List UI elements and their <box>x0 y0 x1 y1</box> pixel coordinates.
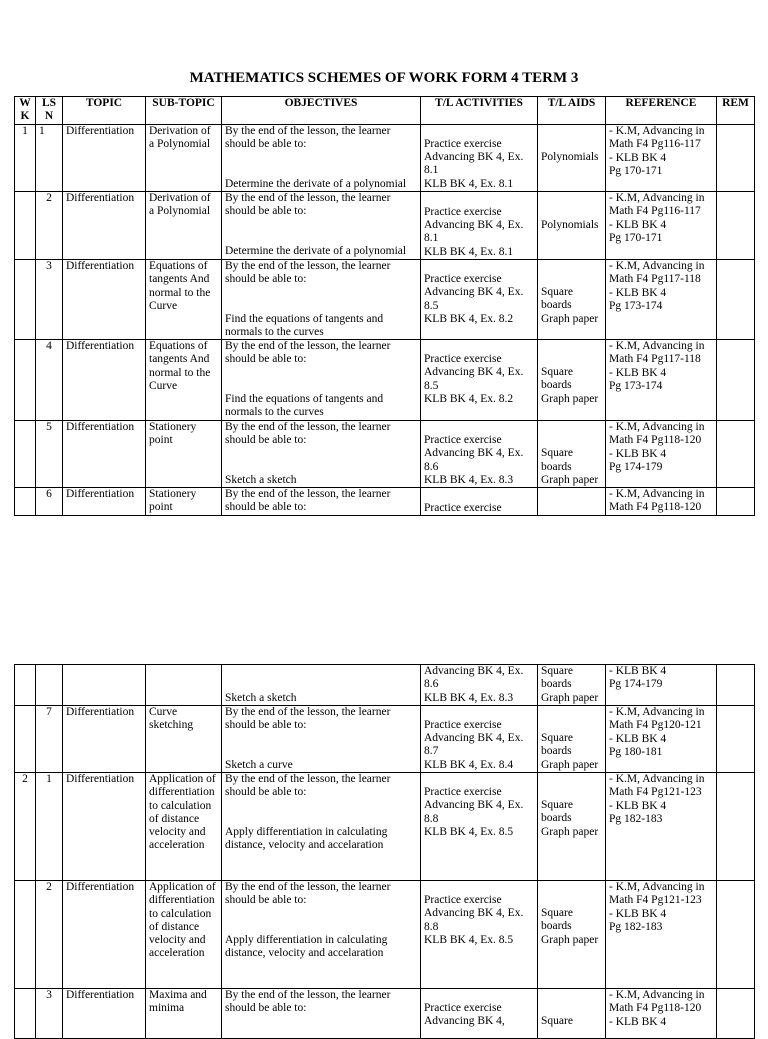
activity-line: KLB BK 4, Ex. 8.4 <box>424 758 514 771</box>
objective-intro: By the end of the lesson, the learner should be able to: <box>225 192 391 218</box>
aid-line: Square boards <box>541 799 573 825</box>
activity-line: Practice exercise <box>424 1002 502 1014</box>
objective-intro: By the end of the lesson, the learner should be able to: <box>225 260 391 286</box>
remarks-cell <box>717 125 755 192</box>
activities-cell <box>421 192 538 260</box>
objective-detail: Sketch a sketch <box>225 691 297 704</box>
aid-line: Graph paper <box>541 691 599 704</box>
table-header-row <box>15 97 755 125</box>
subtopic-cell: Equations of tangents And normal to the Curve <box>146 260 222 340</box>
aid-line: Square boards <box>541 665 573 691</box>
objective-detail: Apply differentiation in calculating distance, velocity and accelaration <box>225 825 388 851</box>
aids-cell <box>538 665 606 706</box>
table-row <box>15 192 755 260</box>
reference-cell <box>606 192 717 260</box>
objective-detail: Find the equations of tangents and normals to the curves <box>225 392 384 419</box>
remarks-cell <box>717 340 755 421</box>
lesson-cell: 3 <box>36 260 63 340</box>
objectives-cell <box>222 989 421 1039</box>
aids-cell <box>538 260 606 340</box>
activity-line: Practice exercise <box>424 273 502 285</box>
col-header-remarks: REM <box>717 97 755 125</box>
col-header-subtopic: SUB-TOPIC <box>146 97 222 125</box>
activity-line: KLB BK 4, Ex. 8.3 <box>424 473 514 486</box>
activity-line: Advancing BK 4, Ex. 8.7 <box>424 732 524 758</box>
lesson-cell: 7 <box>36 706 63 773</box>
reference-line: - KLB BK 4 <box>609 151 667 164</box>
table-row <box>15 488 755 516</box>
reference-cell <box>606 260 717 340</box>
reference-cell <box>606 340 717 421</box>
reference-cell <box>606 421 717 488</box>
remarks-cell <box>717 421 755 488</box>
activity-line: Practice exercise <box>424 894 502 906</box>
lesson-cell: 1 <box>36 125 63 192</box>
topic-cell: Differentiation <box>63 125 146 192</box>
subtopic-cell: Derivation of a Polynomial <box>146 192 222 260</box>
aid-line: Polynomials <box>541 151 599 164</box>
week-cell <box>15 340 36 421</box>
aids-cell <box>538 989 606 1039</box>
table-row <box>15 773 755 881</box>
activity-line: Practice exercise <box>424 501 502 514</box>
table-row <box>15 340 755 421</box>
activity-line: Advancing BK 4, Ex. 8.5 <box>424 366 524 392</box>
col-header-lesson: LS N <box>36 97 63 125</box>
activities-cell <box>421 488 538 516</box>
activities-cell <box>421 260 538 340</box>
reference-line: - KLB BK 4 <box>609 907 667 920</box>
remarks-cell <box>717 773 755 881</box>
week-cell <box>15 488 36 516</box>
table-row <box>15 125 755 192</box>
reference-line: - KLB BK 4 <box>609 286 667 299</box>
topic-cell: Differentiation <box>63 421 146 488</box>
week-cell <box>15 989 36 1039</box>
reference-line: Pg 170-171 <box>609 231 663 244</box>
col-header-aids: T/L AIDS <box>538 97 606 125</box>
activity-line: Advancing BK 4, Ex. 8.8 <box>424 799 524 825</box>
reference-line: - K.M, Advancing in Math F4 Pg118-120 <box>609 421 705 447</box>
reference-line: - K.M, Advancing in Math F4 Pg116-117 <box>609 125 705 151</box>
remarks-cell <box>717 260 755 340</box>
objectives-cell <box>222 706 421 773</box>
topic-cell: Differentiation <box>63 192 146 260</box>
table-row <box>15 421 755 488</box>
lesson-cell: 6 <box>36 488 63 516</box>
activity-line: Practice exercise <box>424 786 502 798</box>
reference-line: Pg 173-174 <box>609 380 663 393</box>
activities-cell <box>421 706 538 773</box>
aid-line: Graph paper <box>541 758 599 771</box>
week-cell <box>15 665 36 706</box>
activity-line: Advancing BK 4, Ex. 8.8 <box>424 907 524 933</box>
subtopic-cell: Stationery point <box>146 488 222 516</box>
reference-line: - K.M, Advancing in Math F4 Pg117-118 <box>609 340 705 366</box>
aid-line: Square boards <box>541 732 573 758</box>
lesson-cell <box>36 665 63 706</box>
reference-line: - K.M, Advancing in Math F4 Pg116-117 <box>609 192 705 218</box>
activities-cell <box>421 340 538 421</box>
topic-cell: Differentiation <box>63 706 146 773</box>
aid-line: Graph paper <box>541 312 599 325</box>
aids-cell <box>538 421 606 488</box>
objective-intro: By the end of the lesson, the learner should be able to: <box>225 773 391 799</box>
objective-intro: By the end of the lesson, the learner should be able to: <box>225 421 391 447</box>
objectives-cell <box>222 773 421 881</box>
objective-detail: Find the equations of tangents and normals to the curves <box>225 312 384 338</box>
remarks-cell <box>717 192 755 260</box>
objective-detail: Sketch a curve <box>225 758 293 771</box>
objective-detail: Sketch a sketch <box>225 473 297 486</box>
aids-cell <box>538 488 606 516</box>
activity-line: Practice exercise <box>424 353 502 366</box>
lesson-cell: 5 <box>36 421 63 488</box>
reference-line: Pg 174-179 <box>609 461 663 474</box>
reference-line: - K.M, Advancing in Math F4 Pg121-123 <box>609 773 705 799</box>
objective-intro: By the end of the lesson, the learner should be able to: <box>225 125 391 151</box>
objective-detail: Apply differentiation in calculating distance, velocity and accelaration <box>225 933 388 959</box>
subtopic-cell: Maxima and minima <box>146 989 222 1039</box>
activity-line: KLB BK 4, Ex. 8.5 <box>424 825 514 838</box>
reference-line: - KLB BK 4 <box>609 366 667 379</box>
lesson-cell: 2 <box>36 192 63 260</box>
remarks-cell <box>717 488 755 516</box>
week-cell <box>15 706 36 773</box>
objectives-cell <box>222 260 421 340</box>
col-header-objectives: OBJECTIVES <box>222 97 421 125</box>
reference-cell <box>606 665 717 706</box>
objective-intro: By the end of the lesson, the learner should be able to: <box>225 989 391 1015</box>
aids-cell <box>538 340 606 421</box>
objectives-cell <box>222 488 421 516</box>
reference-line: Pg 182-183 <box>609 812 663 825</box>
reference-line: Pg 173-174 <box>609 299 663 312</box>
activities-cell <box>421 421 538 488</box>
activity-line: KLB BK 4, Ex. 8.2 <box>424 393 514 406</box>
subtopic-cell: Equations of tangents And normal to the Curve <box>146 340 222 421</box>
reference-cell <box>606 706 717 773</box>
activity-line: Advancing BK 4, Ex. 8.1 <box>424 151 524 177</box>
lesson-cell: 2 <box>36 881 63 989</box>
reference-cell <box>606 989 717 1039</box>
table-row <box>15 260 755 340</box>
aid-line: Graph paper <box>541 825 599 838</box>
activities-cell <box>421 881 538 989</box>
table-row-continuation <box>15 665 755 706</box>
reference-line: - K.M, Advancing in Math F4 Pg118-120 <box>609 488 705 514</box>
subtopic-cell: Derivation of a Polynomial <box>146 125 222 192</box>
activity-line: Practice exercise <box>424 137 502 150</box>
table-row <box>15 989 755 1039</box>
activity-line: Advancing BK 4, Ex. 8.1 <box>424 219 524 245</box>
week-cell: 2 <box>15 773 36 881</box>
aids-cell <box>538 773 606 881</box>
aid-line: Graph paper <box>541 473 599 486</box>
col-header-topic: TOPIC <box>63 97 146 125</box>
objective-detail: Determine the derivate of a polynomial <box>225 244 407 257</box>
week-cell <box>15 421 36 488</box>
aids-cell <box>538 125 606 192</box>
subtopic-cell: Application of differentiation to calculation of distance velocity and acceleration <box>146 881 222 989</box>
subtopic-cell: Curve sketching <box>146 706 222 773</box>
activity-line: Practice exercise <box>424 205 502 218</box>
reference-line: - KLB BK 4 <box>609 1015 667 1028</box>
lesson-cell: 1 <box>36 773 63 881</box>
activity-line: Advancing BK 4, <box>424 1015 505 1028</box>
remarks-cell <box>717 706 755 773</box>
aid-line: Graph paper <box>541 392 599 405</box>
topic-cell: Differentiation <box>63 340 146 421</box>
scheme-table-page-2 <box>14 664 755 1039</box>
objective-detail: Determine the derivate of a polynomial <box>225 177 407 190</box>
reference-line: Pg 182-183 <box>609 920 663 933</box>
document-title: MATHEMATICS SCHEMES OF WORK FORM 4 TERM 3 <box>189 70 579 86</box>
objective-intro: By the end of the lesson, the learner should be able to: <box>225 881 391 907</box>
week-cell <box>15 260 36 340</box>
topic-cell: Differentiation <box>63 881 146 989</box>
objectives-cell <box>222 340 421 421</box>
reference-line: - KLB BK 4 <box>609 799 667 812</box>
col-header-reference: REFERENCE <box>606 97 717 125</box>
objectives-cell <box>222 192 421 260</box>
lesson-cell: 4 <box>36 340 63 421</box>
activity-line: Advancing BK 4, Ex. 8.6 <box>424 447 524 473</box>
subtopic-cell: Application of differentiation to calculation of distance velocity and acceleration <box>146 773 222 881</box>
reference-line: - K.M, Advancing in Math F4 Pg117-118 <box>609 260 705 286</box>
subtopic-cell <box>146 665 222 706</box>
week-cell <box>15 192 36 260</box>
reference-line: - KLB BK 4 <box>609 665 667 677</box>
objectives-cell <box>222 125 421 192</box>
aid-line: Square boards <box>541 286 573 312</box>
topic-cell: Differentiation <box>63 773 146 881</box>
objective-intro: By the end of the lesson, the learner should be able to: <box>225 706 391 732</box>
aid-line: Graph paper <box>541 933 599 946</box>
reference-cell <box>606 125 717 192</box>
reference-line: - KLB BK 4 <box>609 218 667 231</box>
reference-cell <box>606 881 717 989</box>
activity-line: Practice exercise <box>424 434 502 446</box>
subtopic-cell: Stationery point <box>146 421 222 488</box>
activity-line: KLB BK 4, Ex. 8.1 <box>424 245 514 258</box>
topic-cell <box>63 665 146 706</box>
reference-line: - K.M, Advancing in Math F4 Pg118-120 <box>609 989 705 1015</box>
activity-line: Practice exercise <box>424 718 502 731</box>
col-header-activities: T/L ACTIVITIES <box>421 97 538 125</box>
remarks-cell <box>717 881 755 989</box>
topic-cell: Differentiation <box>63 260 146 340</box>
objectives-cell <box>222 421 421 488</box>
aid-line: Square boards <box>541 447 573 473</box>
remarks-cell <box>717 989 755 1039</box>
reference-cell <box>606 488 717 516</box>
col-header-week: W K <box>15 97 36 125</box>
aid-line: Square boards <box>541 366 573 392</box>
activities-cell <box>421 125 538 192</box>
activity-line: KLB BK 4, Ex. 8.2 <box>424 312 514 325</box>
scheme-table-page-1 <box>14 96 755 516</box>
aids-cell <box>538 192 606 260</box>
objective-intro: By the end of the lesson, the learner should be able to: <box>225 340 391 366</box>
activities-cell <box>421 773 538 881</box>
objectives-cell <box>222 665 421 706</box>
reference-line: - KLB BK 4 <box>609 732 667 745</box>
objectives-cell <box>222 881 421 989</box>
reference-cell <box>606 773 717 881</box>
remarks-cell <box>717 665 755 706</box>
activities-cell <box>421 989 538 1039</box>
reference-line: Pg 174-179 <box>609 678 663 691</box>
table-row <box>15 881 755 989</box>
activity-line: KLB BK 4, Ex. 8.5 <box>424 933 514 946</box>
activities-cell <box>421 665 538 706</box>
reference-line: Pg 180-181 <box>609 745 663 758</box>
aids-cell <box>538 706 606 773</box>
topic-cell: Differentiation <box>63 488 146 516</box>
activity-line: KLB BK 4, Ex. 8.1 <box>424 177 514 190</box>
activity-line: Advancing BK 4, Ex. 8.6 <box>424 665 524 691</box>
reference-line: Pg 170-171 <box>609 164 663 177</box>
week-cell: 1 <box>15 125 36 192</box>
aid-line: Polynomials <box>541 218 599 231</box>
activity-line: KLB BK 4, Ex. 8.3 <box>424 691 514 704</box>
week-cell <box>15 881 36 989</box>
activity-line: Advancing BK 4, Ex. 8.5 <box>424 286 524 312</box>
reference-line: - K.M, Advancing in Math F4 Pg121-123 <box>609 881 705 907</box>
lesson-cell: 3 <box>36 989 63 1039</box>
objective-intro: By the end of the lesson, the learner should be able to: <box>225 488 391 514</box>
table-row <box>15 706 755 773</box>
reference-line: - K.M, Advancing in Math F4 Pg120-121 <box>609 706 705 732</box>
aids-cell <box>538 881 606 989</box>
aid-line: Square <box>541 1015 573 1027</box>
topic-cell: Differentiation <box>63 989 146 1039</box>
reference-line: - KLB BK 4 <box>609 447 667 460</box>
aid-line: Square boards <box>541 907 573 933</box>
